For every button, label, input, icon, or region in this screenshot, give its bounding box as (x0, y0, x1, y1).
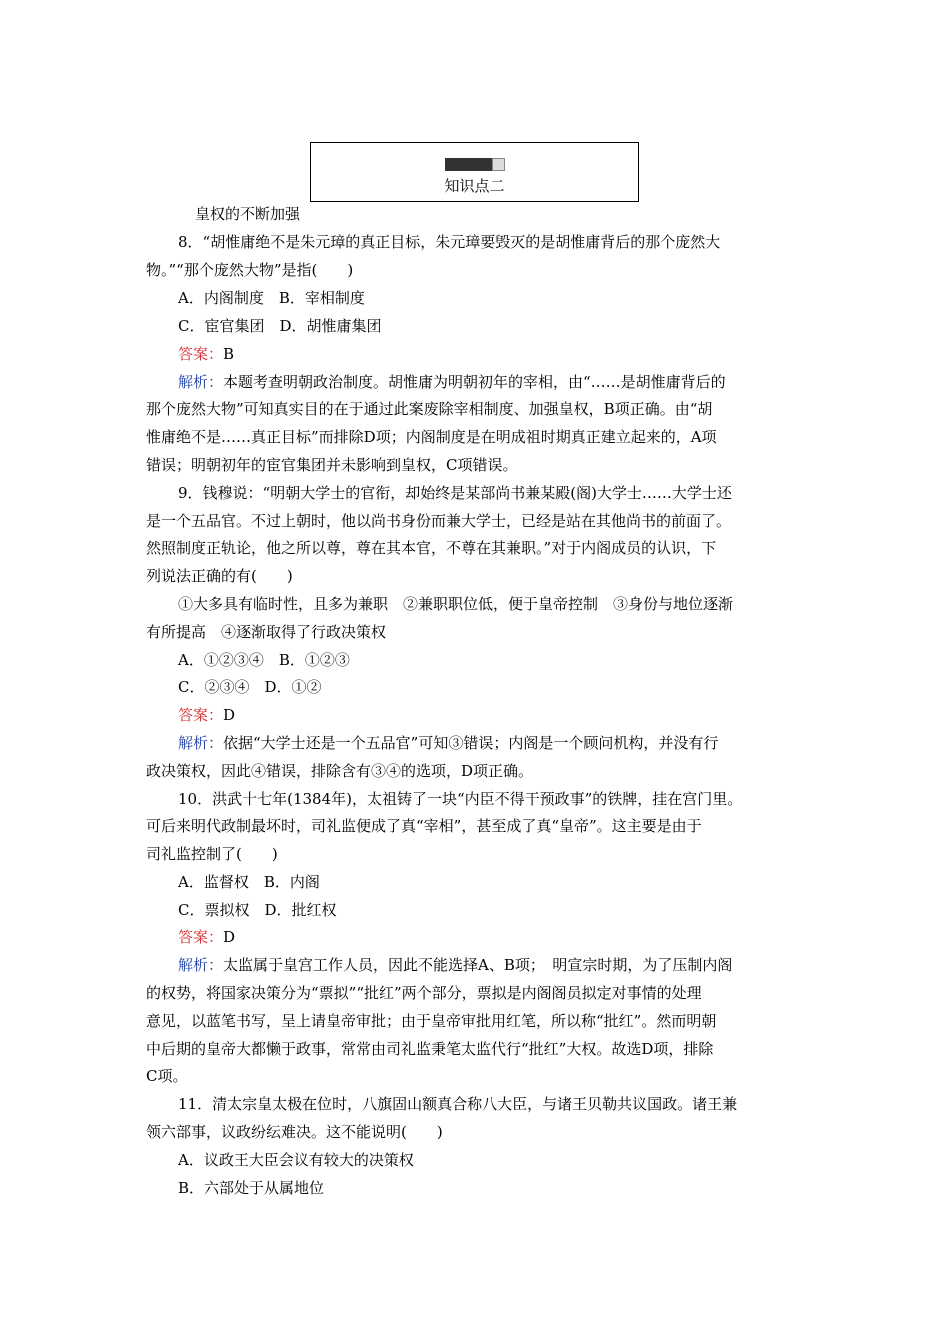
line-text: A．监督权 B．内阁 (178, 873, 320, 891)
text-line (146, 761, 533, 781)
line-text: B (223, 345, 235, 363)
text-line (178, 1150, 414, 1170)
text-line (146, 622, 386, 642)
text-line (178, 594, 733, 614)
text-line (178, 677, 322, 697)
text-line (178, 1178, 324, 1198)
text-line (146, 511, 731, 531)
analysis-label: 解析： (178, 956, 224, 974)
text-line (178, 483, 732, 503)
answer-label: 答案： (178, 928, 224, 946)
line-text: 10．洪武十七年(1384年)，太祖铸了一块“内臣不得干预政事”的铁牌，挂在宫门里。 (178, 790, 743, 808)
text-line (178, 232, 720, 252)
text-line (146, 538, 716, 558)
line-text: 11．清太宗皇太极在位时，八旗固山额真合称八大臣，与诸王贝勒共议国政。诸王兼 (178, 1095, 738, 1113)
line-text: C．宦官集团 D．胡惟庸集团 (178, 317, 382, 335)
section-subtitle: 皇权的不断加强 (195, 205, 301, 223)
text-line (146, 1039, 713, 1059)
line-text: 依据“大学士还是一个五品官”可知③错误；内阁是一个顾问机构，并没有行 (223, 734, 719, 752)
line-text: 有所提高 ④逐渐取得了行政决策权 (146, 623, 387, 641)
text-line (146, 260, 353, 280)
line-text: D (223, 928, 236, 946)
line-text: 本题考查明朝政治制度。胡惟庸为明朝初年的宰相，由“……是胡惟庸背后的 (223, 373, 726, 391)
analysis-line (178, 955, 732, 975)
section-badge-icon (445, 158, 505, 171)
text-line (178, 872, 320, 892)
answer-line (178, 344, 234, 364)
line-text: ①大多具有临时性，且多为兼职 ②兼职职位低，便于皇帝控制 ③身份与地位逐渐 (178, 595, 734, 613)
line-text: 错误；明朝初年的宦官集团并未影响到皇权，C项错误。 (146, 456, 518, 474)
text-line (146, 1066, 187, 1086)
text-line (178, 789, 742, 809)
analysis-label: 解析： (178, 373, 224, 391)
text-line (146, 455, 517, 475)
text-line (146, 427, 717, 447)
text-line (146, 816, 702, 836)
line-text: 政决策权，因此④错误，排除含有③④的选项，D项正确。 (146, 762, 534, 780)
line-text: B．六部处于从属地位 (178, 1179, 325, 1197)
text-line (146, 1011, 716, 1031)
badge-dark-bar (445, 158, 492, 171)
analysis-line (178, 733, 718, 753)
line-text: 9．钱穆说：“明朝大学士的官衔，却始终是某部尚书兼某殿(阁)大学士……大学士还 (178, 484, 732, 502)
text-line (146, 983, 702, 1003)
text-line (146, 399, 712, 419)
line-text: 惟庸绝不是……真正目标”而排除D项；内阁制度是在明成祖时期真正建立起来的，A项 (146, 428, 717, 446)
line-text: C．②③④ D．①② (178, 678, 322, 696)
line-text: 的权势，将国家决策分为“票拟”“批红”两个部分，票拟是内阁阁员拟定对事情的处理 (146, 984, 702, 1002)
text-line (178, 288, 365, 308)
text-line (178, 900, 337, 920)
text-line (178, 650, 350, 670)
text-line (178, 1094, 737, 1114)
answer-line (178, 705, 235, 725)
answer-label: 答案： (178, 345, 224, 363)
line-text: D (223, 706, 236, 724)
line-text: 可后来明代政制最坏时，司礼监便成了真“宰相”，甚至成了真“皇帝”。这主要是由于 (146, 817, 702, 835)
line-text: 司礼监控制了( ) (146, 845, 278, 863)
section-title: 知识点二 (444, 177, 505, 195)
line-text: 意见，以蓝笔书写，呈上请皇帝审批；由于皇帝审批用红笔，所以称“批红”。然而明朝 (146, 1012, 717, 1030)
answer-label: 答案： (178, 706, 224, 724)
text-line (146, 1122, 443, 1142)
line-text: A．内阁制度 B．宰相制度 (178, 289, 365, 307)
line-text: 中后期的皇帝大都懒于政事，常常由司礼监秉笔太监代行“批红”大权。故选D项，排除 (146, 1040, 714, 1058)
answer-line (178, 927, 235, 947)
analysis-line (178, 372, 726, 392)
line-text: 是一个五品官。不过上朝时，他以尚书身份而兼大学士，已经是站在其他尚书的前面了。 (146, 512, 732, 530)
line-text: 8．“胡惟庸绝不是朱元璋的真正目标，朱元璋要毁灭的是胡惟庸背后的那个庞然大 (178, 233, 721, 251)
line-text: 领六部事，议政纷纭难决。这不能说明( ) (146, 1123, 443, 1141)
line-text: C项。 (146, 1067, 188, 1085)
line-text: 然照制度正轨论，他之所以尊，尊在其本官，不尊在其兼职。”对于内阁成员的认识，下 (146, 539, 717, 557)
text-line (178, 316, 382, 336)
section-header-box (310, 142, 639, 202)
text-line (146, 566, 293, 586)
analysis-label: 解析： (178, 734, 224, 752)
text-line (146, 844, 278, 864)
line-text: A．①②③④ B．①②③ (178, 651, 350, 669)
line-text: 那个庞然大物”可知真实目的在于通过此案废除宰相制度、加强皇权，B项正确。由“胡 (146, 400, 713, 418)
line-text: A．议政王大臣会议有较大的决策权 (178, 1151, 414, 1169)
badge-light-square (492, 158, 505, 171)
line-text: C．票拟权 D．批红权 (178, 901, 337, 919)
line-text: 物。”“那个庞然大物”是指( ) (146, 261, 354, 279)
line-text: 太监属于皇宫工作人员，因此不能选择A、B项； 明宣宗时期，为了压制内阁 (223, 956, 733, 974)
line-text: 列说法正确的有( ) (146, 567, 293, 585)
